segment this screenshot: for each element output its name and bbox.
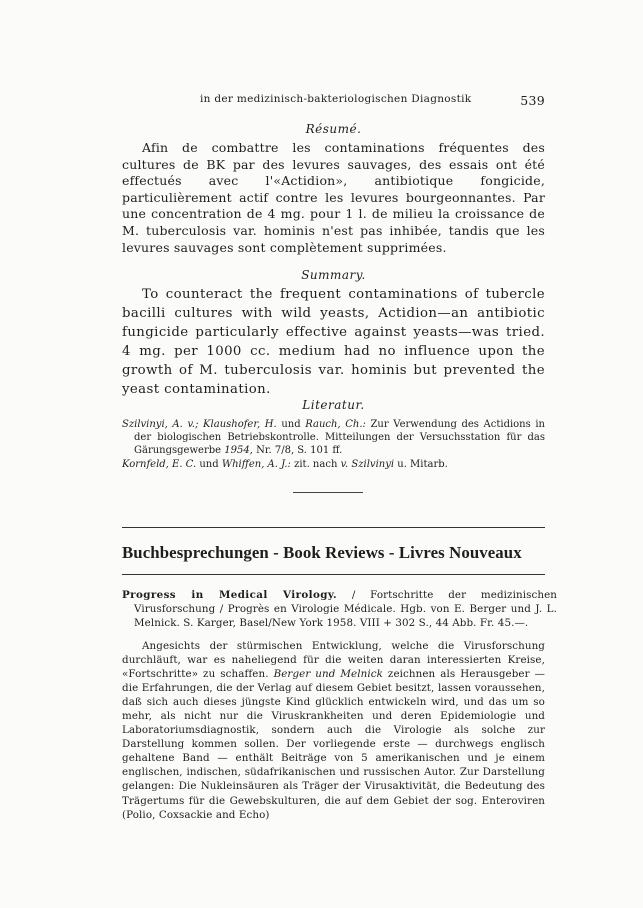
ref-tail: u. Mitarb. — [397, 458, 448, 470]
review-body: Angesichts der stürmischen Entwicklung, welche die Virusforschung durchläuft, war es naheliegend für die weiten daran interessierten Kreise, «Fortschritte» zu schaffen. Berger und Melnick zeichnen als Herausgeber — die Erfahrungen, die der Verlag auf diesem Gebiet besitzt, lassen voraussehen, daß sich auch dieses jüngste Kind glücklich entwickeln wird, und das um so mehr, als nicht nur die Viruskrankheiten und deren Epidemiologie und Laboratoriumsdiagnostik, sondern auch die Virologie als solche zur Darstellung kommen sollen. Der vorliegende erste — durchwegs englisch gehaltene Band — enthält Beiträge von 5 amerikanischen und je einem englischen, indischen, südafrikanischen und russischen Autor. Zur Darstellung gelangen: Die Nukleinsäuren als Träger der Virusaktivität, die Bedeutung des Trägertums für die Gewebskulturen, die auf dem Gebiet der sog. Enteroviren (Polio, Coxsackie and Echo) — [122, 640, 545, 821]
reference-list — [122, 418, 545, 471]
section-rule-bottom — [122, 574, 545, 575]
section-title: Buchbesprechungen - Book Reviews - Livres Nouveaux — [122, 543, 522, 562]
ref-authors: Whiffen, A. J.: — [221, 458, 291, 470]
reference-item: Kornfeld, E. C. und Whiffen, A. J.: zit. nach v. Szilvinyi u. Mitarb. — [122, 458, 448, 470]
running-head-title: in der medizinisch-bakteriologischen Diagnostik — [200, 93, 472, 105]
ref-cited: v. Szilvinyi — [340, 458, 395, 470]
ref-authors: Rauch, Ch.: — [305, 419, 366, 430]
summary-paragraph: To counteract the frequent contaminations of tubercle bacilli cultures with wild yeasts, Actidion—an antibiotic fungicide particularly effective against yeasts—was tried. 4 mg. per 1000 cc. medium had no influence upon the growth of M. tuberculosis var. hominis but prevented the yeast contamination. — [122, 287, 545, 397]
ref-authors: Kornfeld, E. C. — [122, 458, 197, 470]
ref-authors: Szilvinyi, A. v.; Klaushofer, H. — [122, 419, 277, 430]
section-rule-top — [122, 527, 545, 528]
literatur-heading: Literatur. — [302, 398, 365, 412]
review-bibliography: / Fortschritte der medizinischen Virusforschung / Progrès en Virologie Médicale. Hgb. von E. Berger und J. L. Melnick. S. Karger, Basel/New York 1958. VIII + 302 S., 44 Abb. Fr. 45.—. — [134, 589, 558, 629]
review-citation — [122, 588, 557, 630]
summary-heading: Summary. — [301, 268, 366, 282]
ref-tail: Nr. 7/8, S. 101 ff. — [256, 445, 343, 457]
review-editors: Berger und Melnick — [273, 668, 383, 681]
review-title: Progress in Medical Virology. — [122, 589, 338, 601]
page-number: 539 — [520, 93, 545, 108]
ref-year: 1954, — [224, 445, 253, 457]
ref-text: Zur Verwendung des Actidions in der biologischen Betriebskontrolle. Mitteilungen der Versuchsstation für das Gärungsgewerbe — [134, 419, 546, 457]
resume-paragraph: Afin de combattre les contaminations fréquentes des cultures de BK par des levures sauvages, des essais ont été effectués avec l'«Actidion», antibiotique fongicide, particulièrement actif contre les levures bourgeonnantes. Par une concentration de 4 mg. pour 1 l. de milieu la croissance de M. tuberculosis var. hominis n'est pas inhibée, tandis que les levures sauvages sont complètement supprimées. — [122, 140, 545, 255]
resume-heading: Résumé. — [305, 122, 362, 136]
ref-text: zit. nach — [294, 458, 338, 470]
reference-item: Szilvinyi, A. v.; Klaushofer, H. und Rauch, Ch.: Zur Verwendung des Actidions in der biologischen Betriebskontrolle. Mitteilungen der Versuchsstation für das Gärungsgewerbe 1954, Nr. 7/8, S. 101 ff. — [122, 419, 546, 457]
section-end-rule — [293, 492, 363, 493]
